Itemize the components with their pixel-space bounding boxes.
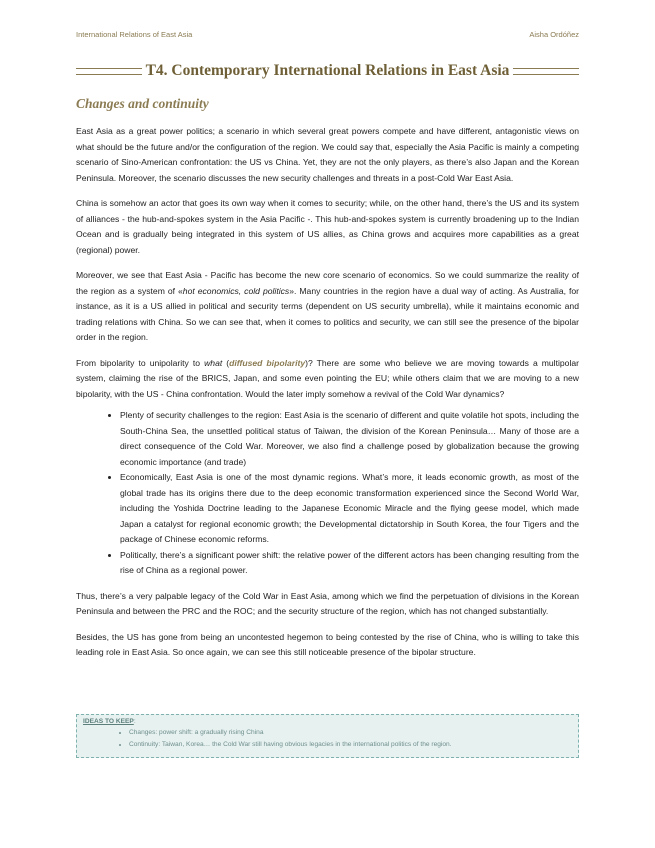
ideas-colon: : xyxy=(133,718,136,725)
body-text xyxy=(76,124,579,671)
text: )? There are some who believe we are moving towards a multipolar system, claiming the rise of the BRICS, Japan, and some even pointing the EU; while others claim that we are moving to a new bipolarity, with the US - China confrontation. Would the later imply somehow a revival of the Cold War dynamics? xyxy=(76,357,580,399)
paragraph: East Asia as a great power politics; a scenario in which several great powers compete and have different, antagonistic views on what should be the future and/or the configuration of the region. We could say that, especially the Asia Pacific is mainly a competing scenario of Sino-American confrontation: the US vs China. Yet, they are not the only players, as there’s also Japan and the Korean Peninsula. Moreover, the scenario discusses the new security challenges and threats in a post-Cold War East Asia. xyxy=(76,126,579,183)
section-subtitle: Changes and continuity xyxy=(76,96,209,111)
ideas-to-keep-box xyxy=(76,714,579,758)
title-rule-left xyxy=(76,68,142,75)
title-rule-right xyxy=(513,68,579,75)
highlighted-term: diffused bipolarity xyxy=(229,357,306,368)
list-item: • Plenty of security challenges to the region: East Asia is the scenario of different and quite volatile hot spots, including the South-China Sea, the unsettled political status of Taiwan, the division of the Korean Peninsula… Many of those are a direct consequence of the Cold War. Moreover, we also find a challenge posed by globalization because the growing economic importance (and trade) xyxy=(120,408,579,470)
list-item: • Politically, there’s a significant power shift: the relative power of the different actors has been changing resulting from the rise of China as a regional power. xyxy=(120,548,579,579)
text: ( xyxy=(222,357,230,368)
text: ». Many countries in the region have a dual way of acting. As Australia, for instance, as it is a US allied in political and security terms (dependent on US security umbrella), while it maintains economic and trading relations with China. So we can see that, when it comes to politics and security, we can still see the presence of the bipolar order in the region. xyxy=(76,285,580,342)
paragraph: China is somehow an actor that goes its own way when it comes to security; while, on the other hand, there’s the US and its system of alliances - the hub-and-spokes system in the Asia Pacific -. This hub-and-spokes system is currently broadening up to the Indian Ocean and is gradually being integrated in this system of US allies, as China grows and acquires more capabilities as a great (regional) power. xyxy=(76,198,579,255)
bullet-list xyxy=(76,408,579,579)
ideas-list xyxy=(83,727,572,751)
text: From bipolarity to unipolarity to xyxy=(76,357,205,368)
paragraph xyxy=(76,356,579,403)
paragraph: Besides, the US has gone from being an uncontested hegemon to being contested by the rise of China, who is willing to take this leading role in East Asia. So once again, we can see this still noticeable presence of the bipolar structure. xyxy=(76,631,579,657)
ideas-label: IDEAS TO KEEP xyxy=(83,718,134,725)
paragraph xyxy=(76,268,579,346)
page-title: T4. Contemporary International Relations in East Asia xyxy=(145,62,510,79)
paragraph: Thus, there’s a very palpable legacy of the Cold War in East Asia, among which we find the perpetuation of divisions in the Korean Peninsula and between the PRC and the ROC; and the security structure of the region, which has not changed substantially. xyxy=(76,590,579,616)
ideas-heading xyxy=(83,718,572,725)
list-item: • Economically, East Asia is one of the most dynamic regions. What’s more, it leads economic growth, as most of the global trade has its origins there due to the deep economic transformation experienced since the Second World War, including the Yoshida Doctrine leading to the Japanese Economic Miracle and the flying geese model, which made Japan a catalyst for regional economic growth; the Developmental dictatorship in South Korea, the four Tigers and the package of Chinese economic reforms. xyxy=(120,470,579,548)
list-item: • Changes: power shift: a gradually rising China xyxy=(129,727,572,739)
text: Moreover, we see that East Asia - Pacific has become the new core scenario of economics. So we could summarize the reality of the region as a system of « xyxy=(76,270,579,296)
header-right: Aisha Ordóñez xyxy=(529,30,579,39)
emphasis: hot economics, cold politics xyxy=(182,285,290,296)
list-item: • Continuity: Taiwan, Korea… the Cold War still having obvious legacies in the international politics of the region. xyxy=(129,739,572,751)
emphasis: what xyxy=(204,357,223,368)
title-row xyxy=(76,62,579,80)
header-left: International Relations of East Asia xyxy=(76,30,193,39)
